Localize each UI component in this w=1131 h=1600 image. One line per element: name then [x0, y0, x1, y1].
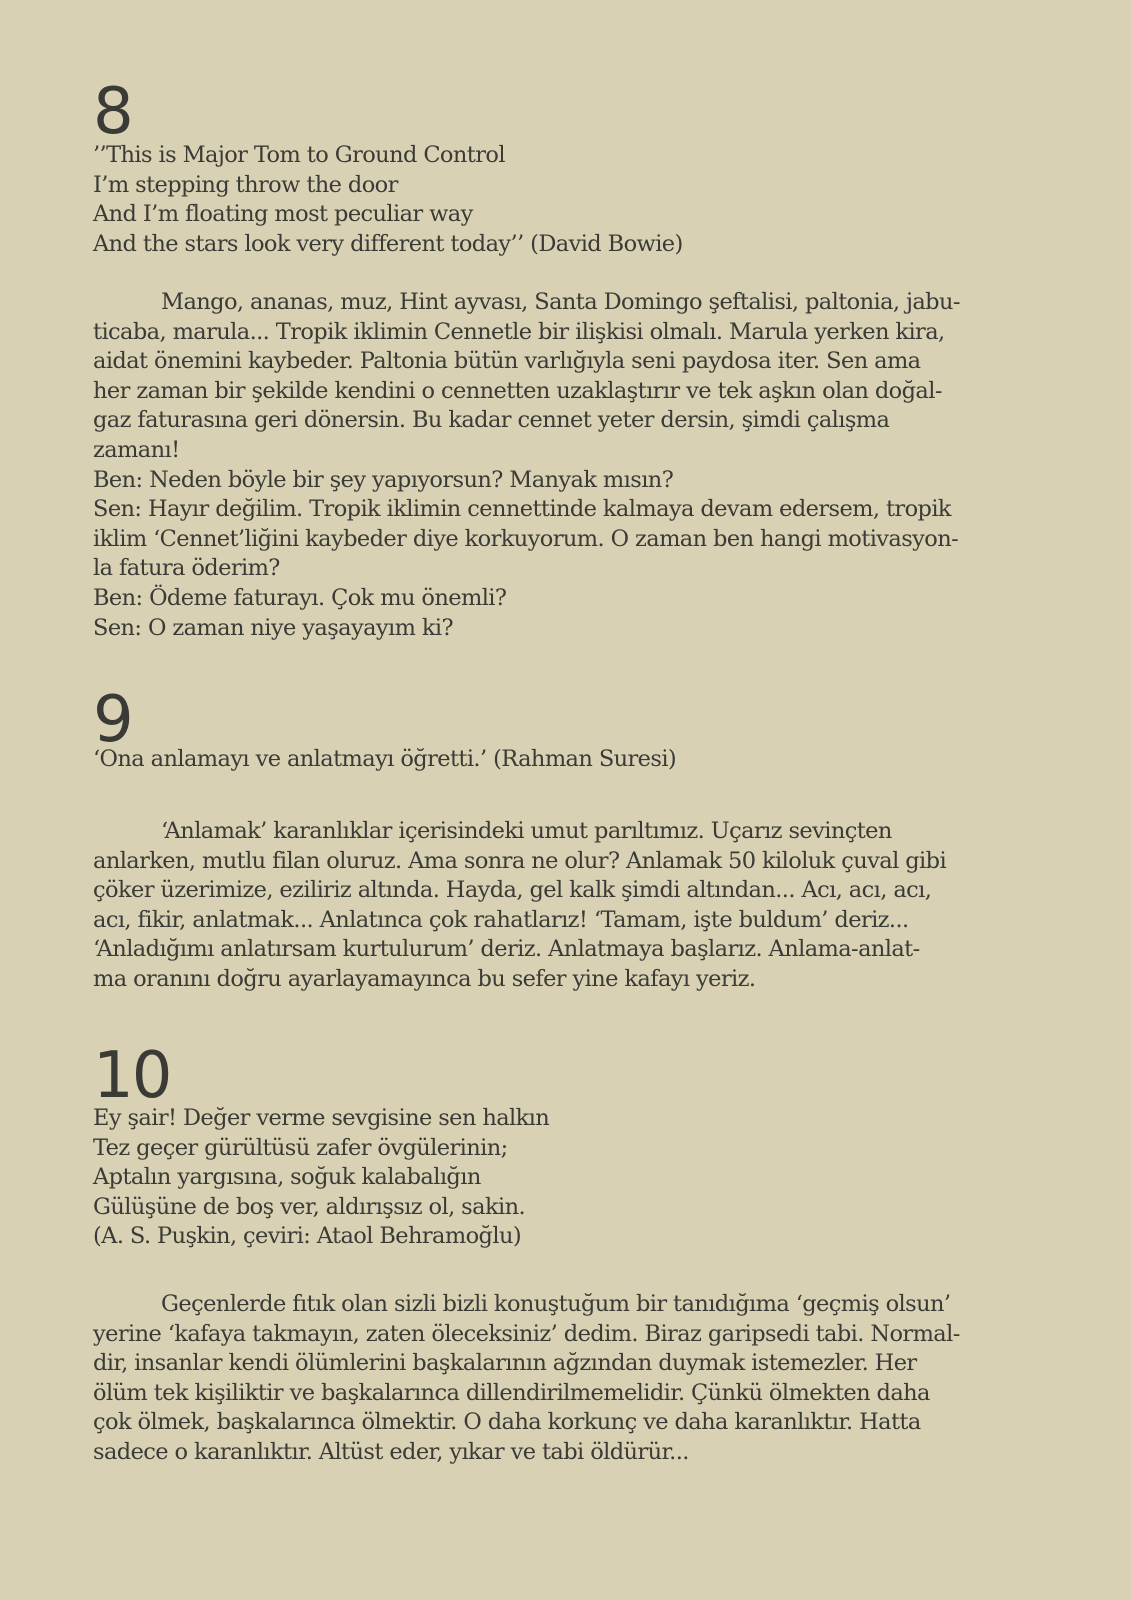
body-line: Sen: Hayır değilim. Tropik iklimin cennettinde kalmaya devam edersem, tropik [93, 496, 951, 523]
body-line: ma oranını doğru ayarlayamayınca bu sefer yine kafayı yeriz. [93, 965, 756, 992]
body-line: Ben: Neden böyle bir şey yapıyorsun? Manyak mısın? [93, 466, 674, 493]
section-8-epigraph [93, 141, 1038, 259]
body-line: yerine ‘kafaya takmayın, zaten öleceksiniz’ dedim. Biraz garipsedi tabi. Normal- [93, 1320, 960, 1347]
epigraph-line: Aptalın yargısına, soğuk kalabalığın [93, 1164, 481, 1191]
epigraph-line: ’’This is Major Tom to Ground Control [93, 142, 505, 168]
section-9-epigraph [93, 745, 1038, 775]
epigraph-line: And the stars look very different today’’ (David Bowie) [93, 230, 683, 257]
body-line: ‘Anladığımı anlatırsam kurtulurum’ deriz. Anlatmaya başlarız. Anlama-anlat- [93, 936, 920, 963]
body-line: Mango, ananas, muz, Hint ayvası, Santa Domingo şeftalisi, paltonia, jabu- [161, 289, 960, 315]
body-line: çok ölmek, başkalarınca ölmektir. O daha korkunç ve daha karanlıktır. Hatta [93, 1409, 921, 1436]
section-9-number: 9 [93, 683, 132, 757]
body-line: zamanı! [93, 436, 180, 463]
body-line: her zaman bir şekilde kendini o cennetten uzaklaştırır ve tek aşkın olan doğal- [93, 377, 942, 404]
epigraph-line: Tez geçer gürültüsü zafer övgülerinin; [93, 1134, 508, 1161]
body-line: ölüm tek kişiliktir ve başkalarınca dillendirilmemelidir. Çünkü ölmekten daha [93, 1379, 930, 1406]
body-line: ‘Anlamak’ karanlıklar içerisindeki umut parıltımız. Uçarız sevinçten [161, 818, 892, 844]
section-10-body [93, 1290, 1038, 1468]
section-10-epigraph [93, 1104, 1038, 1252]
body-line: Geçenlerde fıtık olan sizli bizli konuştuğum bir tanıdığıma ‘geçmiş olsun’ [161, 1291, 951, 1317]
body-line: acı, fikir, anlatmak... Anlatınca çok rahatlarız! ‘Tamam, işte buldum’ deriz... [93, 906, 909, 933]
body-line: ticaba, marula... Tropik iklimin Cennetle bir ilişkisi olmalı. Marula yerken kira, [93, 318, 945, 345]
epigraph-line: ‘Ona anlamayı ve anlatmayı öğretti.’ (Rahman Suresi) [93, 746, 677, 772]
body-line: Sen: O zaman niye yaşayayım ki? [93, 614, 453, 641]
section-8-number: 8 [93, 75, 132, 149]
epigraph-line: (A. S. Puşkin, çeviri: Ataol Behramoğlu) [93, 1223, 522, 1250]
epigraph-line: Gülüşüne de boş ver, aldırışsız ol, sakin. [93, 1193, 526, 1220]
body-line: Ben: Ödeme faturayı. Çok mu önemli? [93, 584, 507, 611]
section-9-body [93, 817, 1038, 995]
body-line: la fatura öderim? [93, 555, 280, 582]
body-line: dir, insanlar kendi ölümlerini başkalarının ağzından duymak istemezler. Her [93, 1350, 917, 1377]
epigraph-line: Ey şair! Değer verme sevgisine sen halkın [93, 1105, 550, 1131]
body-line: anlarken, mutlu filan oluruz. Ama sonra ne olur? Anlamak 50 kiloluk çuval gibi [93, 847, 947, 874]
epigraph-line: I’m stepping throw the door [93, 171, 398, 198]
body-line: aidat önemini kaybeder. Paltonia bütün varlığıyla seni paydosa iter. Sen ama [93, 348, 921, 375]
body-line: sadece o karanlıktır. Altüst eder, yıkar ve tabi öldürür... [93, 1438, 689, 1465]
body-line: iklim ‘Cennet’liğini kaybeder diye korkuyorum. O zaman ben hangi motivasyon- [93, 525, 959, 552]
body-line: çöker üzerimize, eziliriz altında. Hayda, gel kalk şimdi altından... Acı, acı, acı, [93, 877, 932, 904]
section-8-body [93, 288, 1038, 643]
epigraph-line: And I’m floating most peculiar way [93, 201, 473, 228]
section-10-number: 10 [93, 1039, 171, 1113]
body-line: gaz faturasına geri dönersin. Bu kadar cennet yeter dersin, şimdi çalışma [93, 407, 890, 434]
